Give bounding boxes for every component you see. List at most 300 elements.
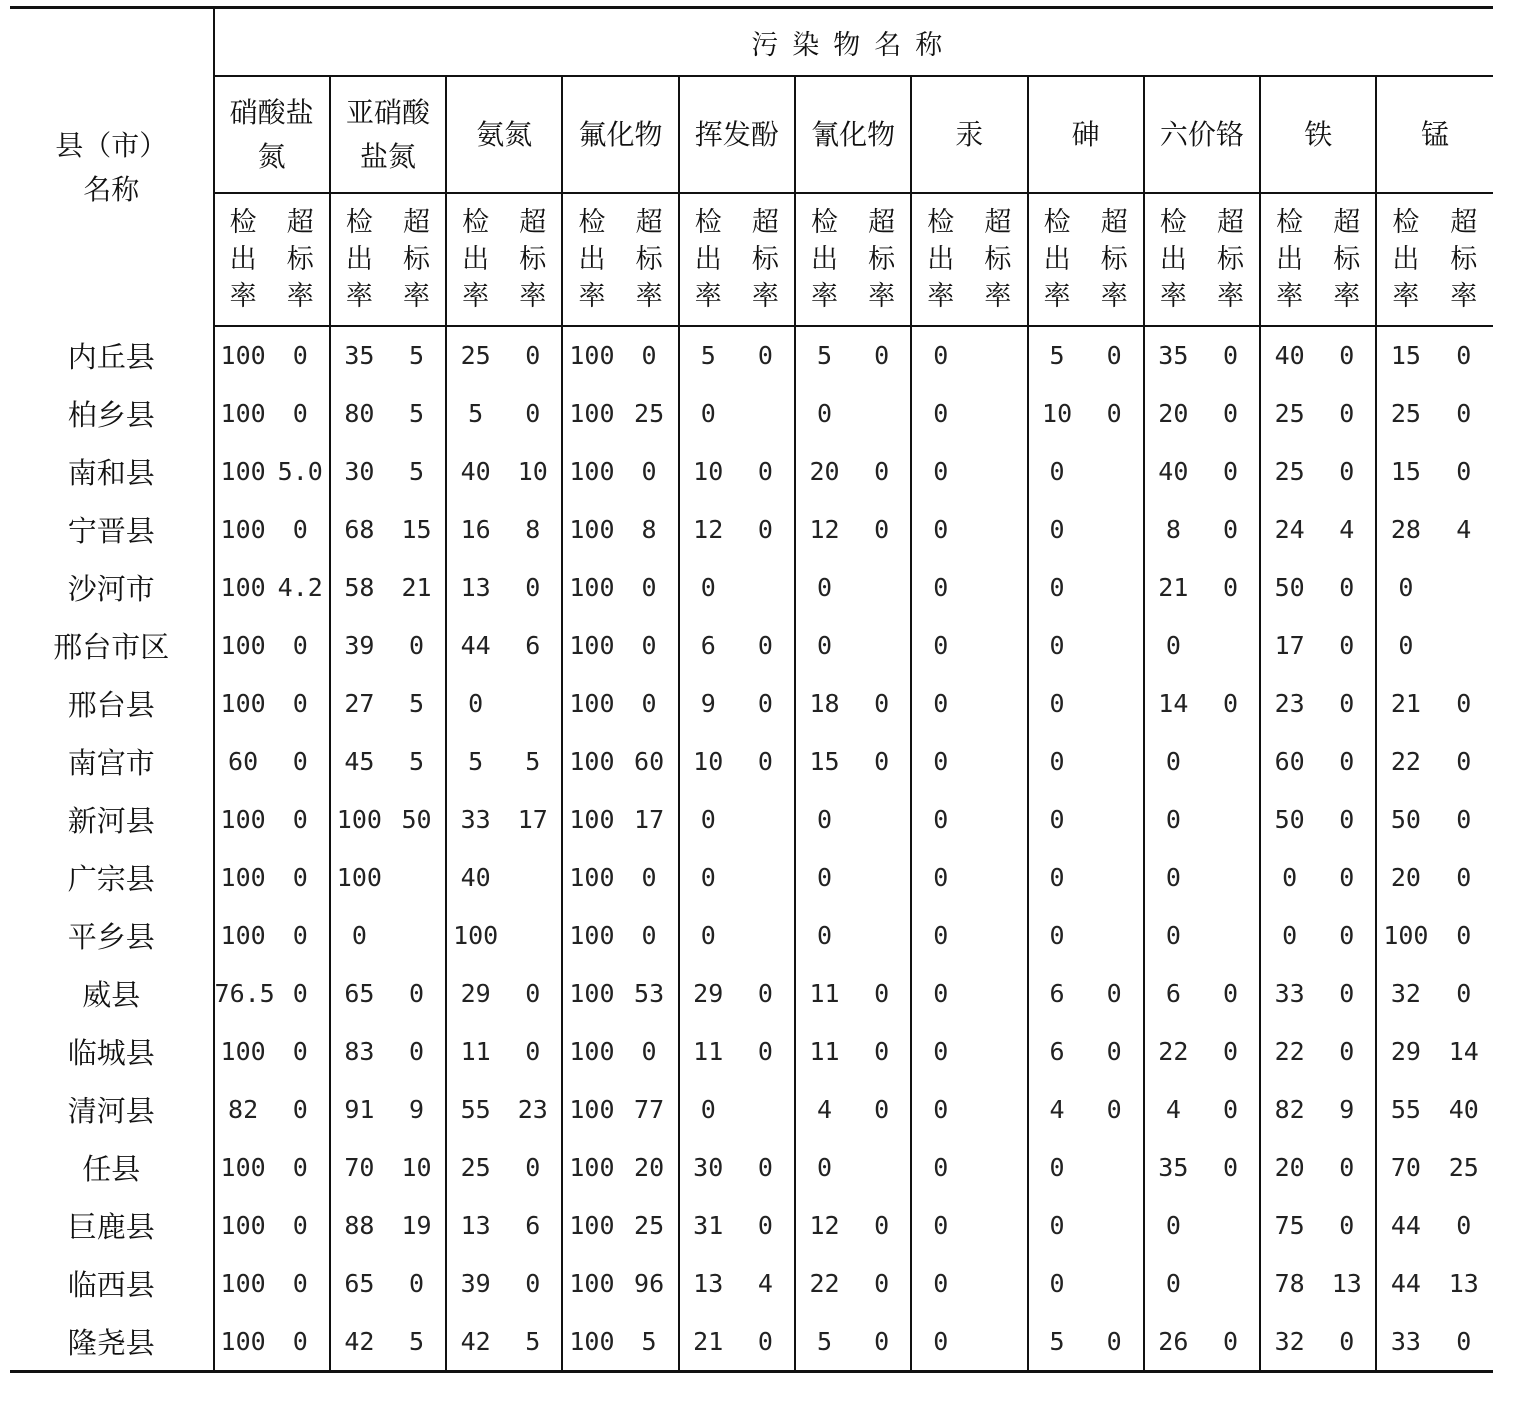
exceedance-rate-cell: 0 <box>292 688 308 718</box>
detection-rate-cell: 0 <box>795 1138 853 1196</box>
detection-rate-cell: 30 <box>679 1138 737 1196</box>
detection-rate-cell: 100 <box>562 1080 620 1138</box>
rate-label: 检出率 <box>462 207 490 312</box>
detection-rate-cell: 100 <box>562 1254 620 1312</box>
detection-rate-header <box>795 193 853 326</box>
detection-rate-header <box>1144 193 1202 326</box>
detection-rate-cell: 75 <box>1260 1196 1318 1254</box>
exceedance-rate-cell <box>1202 732 1260 790</box>
exceedance-rate-cell: 25 <box>1448 1152 1479 1182</box>
table-row <box>10 616 1493 674</box>
detection-rate-cell: 11 <box>679 1022 737 1080</box>
exceedance-rate-cell: 0 <box>1339 341 1355 370</box>
exceedance-rate-cell: 15 <box>401 514 432 544</box>
detection-rate-cell: 100 <box>562 500 620 558</box>
exceedance-rate-cell: 8 <box>641 514 657 544</box>
detection-rate-cell: 17 <box>1260 616 1318 674</box>
county-name: 沙河市 <box>10 558 214 616</box>
exceedance-rate-header <box>621 193 679 326</box>
detection-rate-cell: 18 <box>795 674 853 732</box>
pollutant-header <box>1144 76 1260 193</box>
detection-rate-cell: 0 <box>911 906 969 964</box>
exceedance-rate-cell: 0 <box>292 1036 308 1066</box>
county-column-header: 县（市）名称 <box>10 8 214 327</box>
county-name: 宁晋县 <box>10 500 214 558</box>
exceedance-rate-cell: 0 <box>1222 1094 1239 1124</box>
pollutant-header <box>330 76 446 193</box>
detection-rate-cell: 6 <box>679 616 737 674</box>
exceedance-rate-cell <box>853 616 911 674</box>
detection-rate-cell: 25 <box>1260 442 1318 500</box>
exceedance-rate-cell: 53 <box>634 978 665 1008</box>
rate-label: 超标率 <box>751 207 779 312</box>
detection-rate-cell: 0 <box>1144 848 1202 906</box>
exceedance-rate-cell <box>969 1196 1027 1254</box>
detection-rate-cell: 40 <box>1260 326 1318 384</box>
exceedance-rate-cell: 0 <box>525 1268 541 1298</box>
pollutant-header <box>446 76 562 193</box>
detection-rate-cell: 100 <box>562 790 620 848</box>
exceedance-rate-cell: 5 <box>408 688 425 718</box>
detection-rate-cell: 24 <box>1260 500 1318 558</box>
rate-label: 检出率 <box>229 207 257 312</box>
detection-rate-cell: 100 <box>214 1138 272 1196</box>
detection-rate-cell: 20 <box>795 442 853 500</box>
exceedance-rate-cell <box>969 674 1027 732</box>
detection-rate-cell: 33 <box>1376 1312 1434 1372</box>
detection-rate-header <box>562 193 620 326</box>
detection-rate-cell: 40 <box>1144 442 1202 500</box>
detection-rate-cell: 0 <box>911 790 969 848</box>
detection-rate-cell: 0 <box>911 616 969 674</box>
exceedance-rate-cell <box>1086 500 1144 558</box>
exceedance-rate-cell: 0 <box>1456 398 1472 428</box>
detection-rate-cell: 31 <box>679 1196 737 1254</box>
exceedance-rate-cell: 0 <box>292 862 308 892</box>
detection-rate-cell: 83 <box>330 1022 388 1080</box>
detection-rate-cell: 100 <box>214 790 272 848</box>
detection-rate-cell: 0 <box>1028 732 1086 790</box>
detection-rate-cell: 0 <box>1144 1196 1202 1254</box>
detection-rate-cell: 23 <box>1260 674 1318 732</box>
detection-rate-cell: 32 <box>1376 964 1434 1022</box>
exceedance-rate-cell: 0 <box>1222 398 1239 428</box>
exceedance-rate-cell: 0 <box>1456 456 1472 486</box>
exceedance-rate-cell: 0 <box>525 1152 541 1182</box>
exceedance-rate-header <box>853 193 911 326</box>
exceedance-rate-cell <box>853 384 911 442</box>
detection-rate-cell: 100 <box>214 558 272 616</box>
detection-rate-cell: 0 <box>679 848 737 906</box>
detection-rate-cell: 33 <box>446 790 504 848</box>
detection-rate-cell: 100 <box>562 442 620 500</box>
detection-rate-header <box>330 193 388 326</box>
exceedance-rate-cell: 5 <box>408 398 425 428</box>
exceedance-rate-cell <box>969 558 1027 616</box>
detection-rate-cell: 100 <box>562 674 620 732</box>
exceedance-rate-cell: 0 <box>874 1094 890 1124</box>
pollutant-name: 氟化物 <box>578 117 663 151</box>
exceedance-rate-cell: 0 <box>1339 572 1355 602</box>
exceedance-rate-cell: 5 <box>641 1326 657 1356</box>
exceedance-rate-cell: 0 <box>1456 1210 1472 1240</box>
detection-rate-cell: 0 <box>1376 558 1434 616</box>
exceedance-rate-cell: 0 <box>1456 920 1472 950</box>
exceedance-rate-cell: 20 <box>634 1152 665 1182</box>
detection-rate-cell: 11 <box>446 1022 504 1080</box>
pollutant-header <box>1260 76 1376 193</box>
exceedance-rate-cell: 0 <box>874 1326 890 1356</box>
exceedance-rate-cell: 0 <box>757 1210 773 1240</box>
detection-rate-cell: 44 <box>1376 1196 1434 1254</box>
exceedance-rate-cell: 5.0 <box>277 456 323 486</box>
detection-rate-cell: 60 <box>214 732 272 790</box>
detection-rate-cell: 30 <box>330 442 388 500</box>
detection-rate-cell: 65 <box>330 1254 388 1312</box>
detection-rate-cell: 50 <box>1376 790 1434 848</box>
county-name: 邢台县 <box>10 674 214 732</box>
exceedance-rate-cell <box>1086 1138 1144 1196</box>
detection-rate-cell: 40 <box>446 848 504 906</box>
detection-rate-cell: 55 <box>1376 1080 1434 1138</box>
detection-rate-cell: 0 <box>679 1080 737 1138</box>
detection-rate-cell: 0 <box>911 964 969 1022</box>
detection-rate-cell: 14 <box>1144 674 1202 732</box>
exceedance-rate-cell: 0 <box>292 514 308 544</box>
detection-rate-cell: 0 <box>911 1196 969 1254</box>
county-name: 内丘县 <box>10 326 214 384</box>
exceedance-rate-cell: 0 <box>1222 514 1239 544</box>
detection-rate-cell: 0 <box>911 1138 969 1196</box>
exceedance-rate-cell: 0 <box>1456 341 1472 370</box>
rate-label: 检出率 <box>694 207 722 312</box>
exceedance-rate-cell <box>1086 674 1144 732</box>
detection-rate-cell: 100 <box>562 1138 620 1196</box>
exceedance-rate-cell: 0 <box>1339 804 1355 834</box>
exceedance-rate-cell: 0 <box>292 920 308 950</box>
exceedance-rate-cell: 0 <box>874 1210 890 1240</box>
detection-rate-cell: 88 <box>330 1196 388 1254</box>
county-name: 任县 <box>10 1138 214 1196</box>
pollutant-name: 锰 <box>1421 117 1450 151</box>
detection-rate-cell: 0 <box>1028 848 1086 906</box>
exceedance-rate-cell: 0 <box>1339 688 1355 718</box>
rate-label: 检出率 <box>1159 207 1187 312</box>
rate-label: 超标率 <box>635 207 663 312</box>
exceedance-rate-cell: 0 <box>1339 1326 1355 1356</box>
table-row <box>10 732 1493 790</box>
detection-rate-cell: 100 <box>562 964 620 1022</box>
exceedance-rate-cell <box>1086 790 1144 848</box>
exceedance-rate-cell <box>737 790 795 848</box>
exceedance-rate-cell <box>969 964 1027 1022</box>
detection-rate-cell: 0 <box>911 500 969 558</box>
detection-rate-cell: 100 <box>214 326 272 384</box>
pollutant-group-header: 污染物名称 <box>214 8 1493 77</box>
detection-rate-cell: 0 <box>679 906 737 964</box>
exceedance-rate-cell <box>969 1080 1027 1138</box>
detection-rate-cell: 0 <box>1144 1254 1202 1312</box>
exceedance-rate-cell <box>969 1254 1027 1312</box>
exceedance-rate-header <box>1318 193 1376 326</box>
detection-rate-cell: 0 <box>1028 616 1086 674</box>
county-name: 南宫市 <box>10 732 214 790</box>
exceedance-rate-cell <box>1202 616 1260 674</box>
detection-rate-cell: 0 <box>1144 906 1202 964</box>
exceedance-rate-header <box>504 193 562 326</box>
detection-rate-cell: 65 <box>330 964 388 1022</box>
exceedance-rate-cell: 0 <box>1222 688 1239 718</box>
detection-rate-header <box>446 193 504 326</box>
detection-rate-cell: 39 <box>330 616 388 674</box>
exceedance-rate-cell: 0 <box>874 1036 890 1066</box>
exceedance-rate-cell <box>1202 790 1260 848</box>
rate-label: 超标率 <box>1333 207 1361 312</box>
detection-rate-cell: 0 <box>1260 906 1318 964</box>
detection-rate-cell: 22 <box>1376 732 1434 790</box>
exceedance-rate-cell <box>969 790 1027 848</box>
detection-rate-cell: 5 <box>795 1312 853 1372</box>
exceedance-rate-cell: 0 <box>1106 978 1122 1008</box>
exceedance-rate-cell: 5 <box>408 456 425 486</box>
detection-rate-cell: 100 <box>562 326 620 384</box>
detection-rate-cell: 0 <box>1028 500 1086 558</box>
detection-rate-cell: 21 <box>679 1312 737 1372</box>
exceedance-rate-cell: 0 <box>1456 804 1472 834</box>
exceedance-rate-cell: 0 <box>1222 1152 1239 1182</box>
exceedance-rate-cell: 19 <box>401 1210 432 1240</box>
exceedance-rate-cell: 0 <box>408 1268 425 1298</box>
detection-rate-cell: 26 <box>1144 1312 1202 1372</box>
pollutant-name: 挥发酚 <box>694 117 779 151</box>
detection-rate-cell: 100 <box>562 732 620 790</box>
detection-rate-cell: 20 <box>1144 384 1202 442</box>
detection-rate-cell: 22 <box>1144 1022 1202 1080</box>
exceedance-rate-cell: 40 <box>1448 1094 1479 1124</box>
rate-label: 超标率 <box>403 207 431 312</box>
detection-rate-cell: 13 <box>679 1254 737 1312</box>
table-row <box>10 500 1493 558</box>
pollutant-name: 汞 <box>955 117 984 151</box>
detection-rate-cell: 21 <box>1144 558 1202 616</box>
detection-rate-cell: 70 <box>330 1138 388 1196</box>
exceedance-rate-cell: 0 <box>1339 1152 1355 1182</box>
pollutant-header <box>679 76 795 193</box>
detection-rate-cell: 0 <box>911 384 969 442</box>
exceedance-rate-cell <box>969 616 1027 674</box>
detection-rate-cell: 0 <box>679 558 737 616</box>
table-row <box>10 1312 1493 1372</box>
exceedance-rate-cell <box>969 500 1027 558</box>
exceedance-rate-cell: 0 <box>292 630 308 660</box>
exceedance-rate-cell: 4 <box>1456 514 1472 544</box>
exceedance-rate-cell: 50 <box>401 804 432 834</box>
detection-rate-cell: 0 <box>1260 848 1318 906</box>
detection-rate-cell: 100 <box>214 384 272 442</box>
detection-rate-cell: 29 <box>1376 1022 1434 1080</box>
exceedance-rate-header <box>969 193 1027 326</box>
exceedance-rate-cell <box>969 384 1027 442</box>
county-name: 隆尧县 <box>10 1312 214 1372</box>
detection-rate-cell: 0 <box>911 848 969 906</box>
exceedance-rate-cell: 0 <box>292 341 308 370</box>
table-row <box>10 1196 1493 1254</box>
exceedance-rate-cell <box>1202 1254 1260 1312</box>
detection-rate-cell: 100 <box>562 1022 620 1080</box>
exceedance-rate-cell: 0 <box>1339 630 1355 660</box>
exceedance-rate-cell: 0 <box>1106 1036 1122 1066</box>
detection-rate-cell: 0 <box>1028 1196 1086 1254</box>
exceedance-rate-cell: 0 <box>1222 572 1239 602</box>
detection-rate-cell: 29 <box>446 964 504 1022</box>
table-row <box>10 848 1493 906</box>
pollutant-header <box>795 76 911 193</box>
detection-rate-cell: 0 <box>911 1312 969 1372</box>
exceedance-rate-cell: 13 <box>1331 1268 1362 1298</box>
exceedance-rate-cell: 5 <box>408 1326 425 1356</box>
exceedance-rate-cell: 6 <box>525 630 541 660</box>
exceedance-rate-cell: 0 <box>1222 341 1239 370</box>
exceedance-rate-cell: 0 <box>1339 920 1355 950</box>
exceedance-rate-cell: 17 <box>517 804 548 834</box>
pollutant-name: 亚硝酸盐氮 <box>345 95 430 173</box>
detection-rate-cell: 100 <box>562 558 620 616</box>
detection-rate-cell: 100 <box>214 1312 272 1372</box>
exceedance-rate-cell: 0 <box>1456 978 1472 1008</box>
exceedance-rate-header <box>737 193 795 326</box>
detection-rate-header <box>214 193 272 326</box>
detection-rate-cell: 12 <box>679 500 737 558</box>
exceedance-rate-cell: 25 <box>634 398 665 428</box>
exceedance-rate-cell: 0 <box>1106 1326 1122 1356</box>
detection-rate-cell: 0 <box>911 442 969 500</box>
exceedance-rate-cell <box>737 1080 795 1138</box>
detection-rate-cell: 60 <box>1260 732 1318 790</box>
table-row <box>10 326 1493 384</box>
exceedance-rate-cell <box>1202 906 1260 964</box>
exceedance-rate-cell: 0 <box>1339 862 1355 892</box>
detection-rate-cell: 0 <box>1028 674 1086 732</box>
detection-rate-cell: 0 <box>911 1022 969 1080</box>
exceedance-rate-cell: 6 <box>525 1210 541 1240</box>
rate-label: 超标率 <box>1100 207 1128 312</box>
detection-rate-cell: 0 <box>795 790 853 848</box>
exceedance-rate-cell: 4 <box>757 1268 773 1298</box>
detection-rate-cell: 40 <box>446 442 504 500</box>
detection-rate-cell: 6 <box>1028 1022 1086 1080</box>
detection-rate-cell: 35 <box>1144 326 1202 384</box>
detection-rate-cell: 44 <box>446 616 504 674</box>
detection-rate-cell: 15 <box>795 732 853 790</box>
rate-label: 超标率 <box>984 207 1012 312</box>
exceedance-rate-cell: 0 <box>292 1326 308 1356</box>
exceedance-rate-cell: 0 <box>757 1152 773 1182</box>
detection-rate-cell: 11 <box>795 964 853 1022</box>
detection-rate-cell: 0 <box>1144 790 1202 848</box>
exceedance-rate-cell: 0 <box>757 1326 773 1356</box>
detection-rate-cell: 5 <box>1028 1312 1086 1372</box>
exceedance-rate-cell: 0 <box>292 1152 308 1182</box>
detection-rate-cell: 91 <box>330 1080 388 1138</box>
detection-rate-cell: 6 <box>1144 964 1202 1022</box>
pollutant-detection-table <box>10 6 1493 1373</box>
detection-rate-cell: 10 <box>1028 384 1086 442</box>
exceedance-rate-cell: 0 <box>408 630 425 660</box>
exceedance-rate-cell: 0 <box>1456 1326 1472 1356</box>
rate-label: 超标率 <box>868 207 896 312</box>
exceedance-rate-cell <box>1086 906 1144 964</box>
detection-rate-cell: 100 <box>330 848 388 906</box>
exceedance-rate-cell <box>969 1022 1027 1080</box>
detection-rate-cell: 0 <box>1028 558 1086 616</box>
exceedance-rate-cell: 0 <box>525 978 541 1008</box>
exceedance-rate-cell <box>853 848 911 906</box>
detection-rate-header <box>1028 193 1086 326</box>
detection-rate-cell: 0 <box>795 558 853 616</box>
exceedance-rate-cell: 0 <box>1106 1094 1122 1124</box>
exceedance-rate-cell: 0 <box>1339 456 1355 486</box>
detection-rate-cell: 76.5 <box>214 964 272 1022</box>
exceedance-rate-cell: 96 <box>634 1268 665 1298</box>
detection-rate-cell: 0 <box>1376 616 1434 674</box>
exceedance-rate-cell: 10 <box>517 456 548 486</box>
detection-rate-cell: 100 <box>214 1196 272 1254</box>
table-row <box>10 906 1493 964</box>
detection-rate-cell: 35 <box>1144 1138 1202 1196</box>
exceedance-rate-cell: 0 <box>757 1036 773 1066</box>
table-row <box>10 1022 1493 1080</box>
detection-rate-cell: 5 <box>679 326 737 384</box>
exceedance-rate-cell: 0 <box>1339 978 1355 1008</box>
detection-rate-cell: 25 <box>1376 384 1434 442</box>
exceedance-rate-cell <box>1202 1196 1260 1254</box>
county-name: 南和县 <box>10 442 214 500</box>
detection-rate-cell: 100 <box>562 616 620 674</box>
exceedance-rate-cell <box>1086 1254 1144 1312</box>
exceedance-rate-cell: 0 <box>641 1036 657 1066</box>
table-row <box>10 1080 1493 1138</box>
exceedance-rate-cell: 13 <box>1448 1268 1479 1298</box>
pollutant-name: 六价铬 <box>1159 117 1244 151</box>
detection-rate-cell: 9 <box>679 674 737 732</box>
exceedance-rate-cell: 0 <box>292 1210 308 1240</box>
detection-rate-cell: 35 <box>330 326 388 384</box>
exceedance-rate-cell: 0 <box>1106 341 1122 370</box>
exceedance-rate-cell: 0 <box>1222 1326 1239 1356</box>
exceedance-rate-cell: 0 <box>874 688 890 718</box>
exceedance-rate-cell: 23 <box>517 1094 548 1124</box>
pollutant-name: 氨氮 <box>476 117 533 151</box>
exceedance-rate-cell: 0 <box>641 688 657 718</box>
exceedance-rate-header <box>1202 193 1260 326</box>
exceedance-rate-cell: 0 <box>874 1268 890 1298</box>
county-name: 清河县 <box>10 1080 214 1138</box>
detection-rate-cell: 0 <box>795 906 853 964</box>
pollutant-name: 氰化物 <box>811 117 896 151</box>
exceedance-rate-cell: 0 <box>408 978 425 1008</box>
detection-rate-cell: 42 <box>330 1312 388 1372</box>
detection-rate-cell: 13 <box>446 1196 504 1254</box>
exceedance-rate-cell <box>504 906 562 964</box>
detection-rate-cell: 80 <box>330 384 388 442</box>
exceedance-rate-cell <box>853 1138 911 1196</box>
exceedance-rate-cell <box>969 442 1027 500</box>
detection-rate-cell: 0 <box>1028 790 1086 848</box>
detection-rate-cell: 22 <box>795 1254 853 1312</box>
detection-rate-cell: 100 <box>562 1312 620 1372</box>
exceedance-rate-cell: 17 <box>634 804 665 834</box>
rate-label: 检出率 <box>1043 207 1071 312</box>
